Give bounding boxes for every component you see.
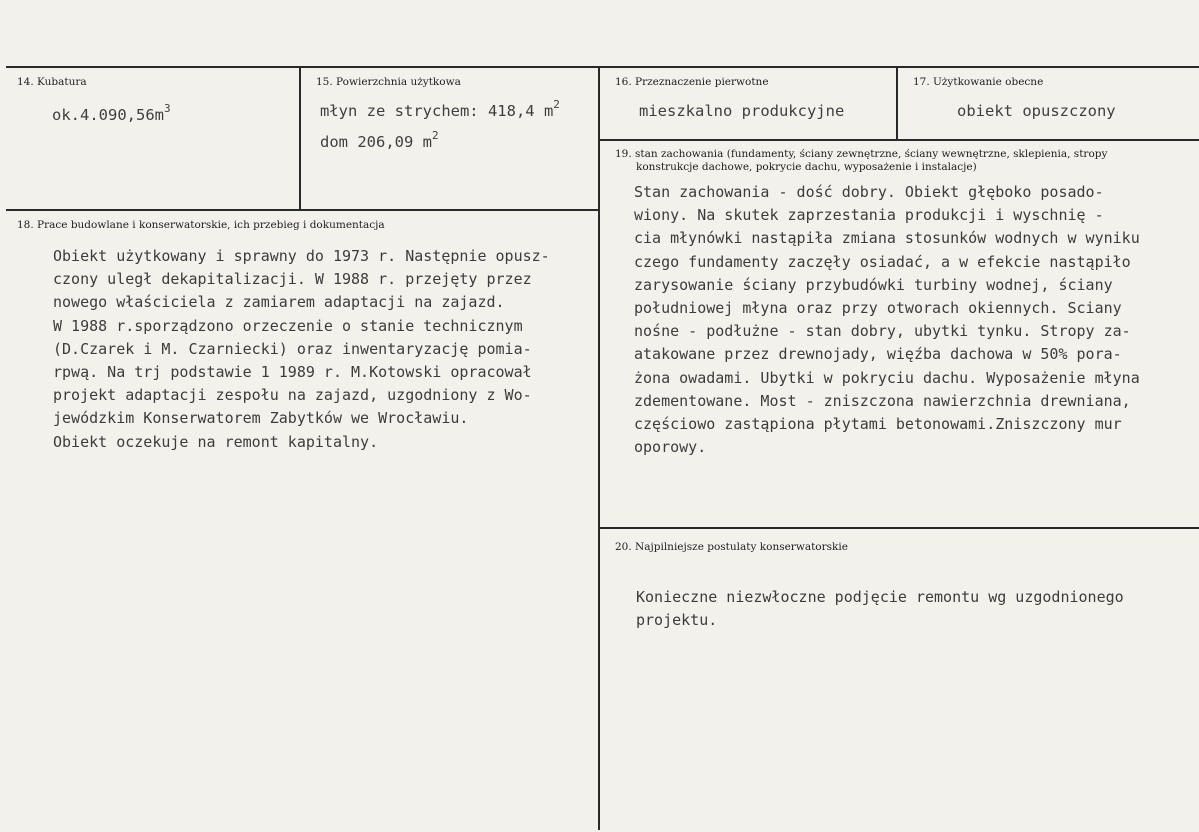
field-19-label-line1: 19. stan zachowania (fundamenty, ściany zewnętrzne, ściany wewnętrzne, sklepienia, stropy bbox=[615, 148, 1108, 160]
text-line: W 1988 r.sporządzono orzeczenie o stanie technicznym bbox=[53, 316, 523, 335]
text-line: projektu. bbox=[636, 611, 718, 630]
divider-center bbox=[598, 66, 600, 830]
text-line: jewódzkim Konserwatorem Zabytków we Wrocławiu. bbox=[53, 409, 469, 428]
field-16-value: mieszkalno produkcyjne bbox=[639, 102, 845, 120]
field-15-label: 15. Powierzchnia użytkowa bbox=[316, 76, 461, 88]
field-19-text bbox=[634, 181, 1140, 459]
text-line: wiony. Na skutek zaprzestania produkcji i wyschnię - bbox=[634, 206, 1104, 225]
area-house-exponent: 2 bbox=[431, 129, 439, 142]
top-rule bbox=[6, 66, 1199, 68]
text-line: rpwą. Na trj podstawie 1 1989 r. M.Kotowski opracował bbox=[53, 362, 532, 381]
text-line: cia młynówki nastąpiła zmiana stosunków wodnych w wyniku bbox=[634, 229, 1140, 248]
field-20-text bbox=[636, 586, 1124, 632]
kubatura-text: ok.4.090,56m bbox=[52, 106, 164, 124]
field-19-label-line2: konstrukcje dachowe, pokrycie dachu, wyposażenie i instalacje) bbox=[636, 161, 977, 173]
text-line: czego fundamenty zaczęły osiadać, a w efekcie nastąpiło bbox=[634, 252, 1131, 271]
text-line: oporowy. bbox=[634, 438, 707, 457]
field-18-label: 18. Prace budowlane i konserwatorskie, ich przebieg i dokumentacja bbox=[17, 219, 385, 231]
text-line: żona owadami. Ubytki w pokryciu dachu. Wyposażenie młyna bbox=[634, 368, 1140, 387]
text-line: zdementowane. Most - zniszczona nawierzchnia drewniana, bbox=[634, 391, 1131, 410]
field-20-label: 20. Najpilniejsze postulaty konserwatorskie bbox=[615, 541, 848, 553]
text-line: projekt adaptacji zespołu na zajazd, uzgodniony z Wo- bbox=[53, 386, 532, 405]
area-mill-exponent: 2 bbox=[553, 98, 560, 111]
kubatura-exponent: 3 bbox=[163, 102, 171, 115]
text-line: czony uległ dekapitalizacji. W 1988 r. przejęty przez bbox=[53, 270, 532, 289]
text-line: południowej młyna oraz przy otworach okiennych. Sciany bbox=[634, 298, 1122, 317]
rule-below-14-15 bbox=[6, 209, 599, 211]
text-line: Konieczne niezwłoczne podjęcie remontu wg uzgodnionego bbox=[636, 588, 1124, 606]
field-14-label: 14. Kubatura bbox=[17, 76, 87, 88]
field-15-line1 bbox=[320, 98, 560, 120]
text-line: zarysowanie ściany przybudówki turbiny wodnej, ściany bbox=[634, 275, 1113, 294]
divider-16-17 bbox=[896, 66, 898, 140]
text-line: częściowo zastąpiona płytami betonowami.Zniszczony mur bbox=[634, 414, 1122, 433]
text-line: Obiekt użytkowany i sprawny do 1973 r. Następnie opusz- bbox=[53, 247, 550, 265]
field-18-text bbox=[53, 245, 550, 454]
field-16-label: 16. Przeznaczenie pierwotne bbox=[615, 76, 769, 88]
text-line: nowego właściciela z zamiarem adaptacji na zajazd. bbox=[53, 293, 505, 312]
text-line: Stan zachowania - dość dobry. Obiekt głęboko posado- bbox=[634, 183, 1104, 201]
field-14-value bbox=[52, 102, 171, 124]
field-17-label: 17. Użytkowanie obecne bbox=[913, 76, 1044, 88]
divider-14-15 bbox=[299, 66, 301, 210]
field-17-value: obiekt opuszczony bbox=[957, 102, 1116, 120]
rule-below-16-17 bbox=[599, 139, 1199, 141]
text-line: atakowane przez drewnojady, więźba dachowa w 50% pora- bbox=[634, 345, 1122, 364]
field-15-line2 bbox=[320, 129, 439, 151]
area-house-text: dom 206,09 m bbox=[320, 133, 432, 151]
text-line: nośne - podłużne - stan dobry, ubytki tynku. Stropy za- bbox=[634, 322, 1131, 341]
area-mill-text: młyn ze strychem: 418,4 m bbox=[320, 102, 554, 120]
text-line: (D.Czarek i M. Czarniecki) oraz inwentaryzację pomia- bbox=[53, 339, 532, 358]
rule-above-20 bbox=[599, 527, 1199, 529]
text-line: Obiekt oczekuje na remont kapitalny. bbox=[53, 432, 379, 451]
